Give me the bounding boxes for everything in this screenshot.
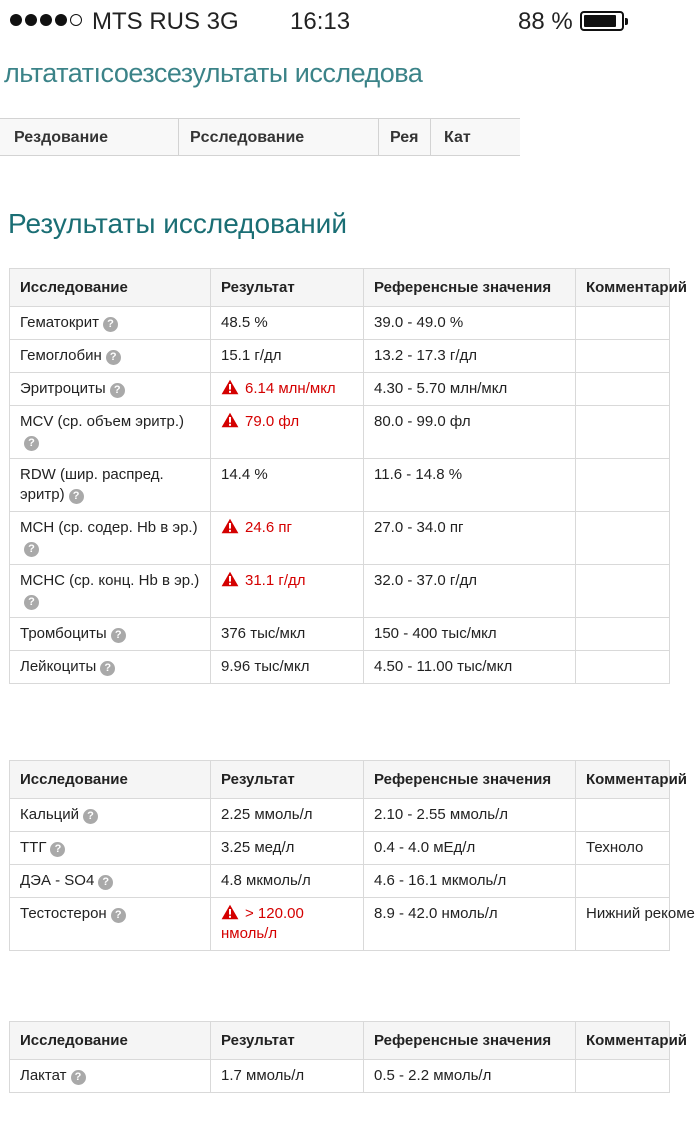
comment-cell <box>576 651 670 684</box>
comment-cell <box>576 898 695 951</box>
table-row <box>10 618 670 651</box>
table-row <box>10 340 670 373</box>
result-cell <box>211 307 364 340</box>
question-circle-icon[interactable]: ? <box>83 809 98 824</box>
reference-value: 4.6 - 16.1 мкмоль/л <box>374 872 507 889</box>
reference-cell <box>364 832 576 865</box>
question-circle-icon[interactable]: ? <box>24 542 39 557</box>
test-name-cell <box>10 651 211 684</box>
table-row <box>10 799 670 832</box>
result-cell <box>211 340 364 373</box>
result-out-of-range <box>221 572 306 589</box>
result-value: 1.7 ммоль/л <box>221 1067 305 1084</box>
comment-cell <box>576 459 670 512</box>
question-circle-icon[interactable]: ? <box>24 595 39 610</box>
reference-cell <box>364 459 576 512</box>
table-row <box>10 898 670 951</box>
status-bar <box>0 0 640 40</box>
header-comment: Комментарий <box>576 1022 670 1060</box>
reference-value: 80.0 - 99.0 фл <box>374 413 471 430</box>
result-cell <box>211 565 364 618</box>
result-value: 24.6 пг <box>245 519 292 536</box>
comment-cell <box>576 865 670 898</box>
comment-cell <box>576 799 670 832</box>
header-result: Результат <box>211 1022 364 1060</box>
reference-value: 27.0 - 34.0 пг <box>374 519 464 536</box>
comment-cell <box>576 406 670 459</box>
result-cell <box>211 865 364 898</box>
header-test: Исследование <box>10 761 211 799</box>
reference-value: 0.4 - 4.0 мЕд/л <box>374 839 476 856</box>
test-name-cell <box>10 832 211 865</box>
comment-cell <box>576 373 670 406</box>
results-table <box>9 268 688 684</box>
test-name-cell <box>10 865 211 898</box>
header-reference: Референсные значения <box>364 269 576 307</box>
reference-cell <box>364 618 576 651</box>
reference-cell <box>364 406 576 459</box>
result-cell <box>211 799 364 832</box>
header-comment: Комментарий <box>576 269 670 307</box>
question-circle-icon[interactable]: ? <box>71 1070 86 1085</box>
header-comment: Комментарий <box>576 761 670 799</box>
comment-cell <box>576 307 670 340</box>
question-circle-icon[interactable]: ? <box>100 661 115 676</box>
result-value: 14.4 % <box>221 466 268 483</box>
reference-value: 32.0 - 37.0 г/дл <box>374 572 478 589</box>
results-table <box>9 760 695 951</box>
reference-cell <box>364 565 576 618</box>
warning-triangle-icon <box>221 379 239 395</box>
test-name: MCH (ср. содер. Hb в эр.) <box>20 519 198 536</box>
result-value: 9.96 тыс/мкл <box>221 658 310 675</box>
question-circle-icon[interactable]: ? <box>106 350 121 365</box>
table-row <box>10 1060 670 1093</box>
ghost-table-header <box>0 118 520 156</box>
table-row <box>10 832 670 865</box>
warning-triangle-icon <box>221 904 239 920</box>
test-name: ТТГ <box>20 839 47 856</box>
test-name-cell <box>10 373 211 406</box>
header-result: Результат <box>211 269 364 307</box>
test-name: MCHC (ср. конц. Hb в эр.) <box>20 572 200 589</box>
table-row <box>10 865 670 898</box>
comment-cell <box>576 1060 670 1093</box>
warning-triangle-icon <box>221 412 239 428</box>
result-value: 31.1 г/дл <box>245 572 306 589</box>
result-value: 2.25 ммоль/л <box>221 806 313 823</box>
test-name: Тестостерон <box>20 905 107 922</box>
reference-value: 4.30 - 5.70 млн/мкл <box>374 380 508 397</box>
comment-cell <box>576 565 670 618</box>
table-row <box>10 651 670 684</box>
comment-value: Техноло <box>586 839 644 856</box>
header-reference: Референсные значения <box>364 1022 576 1060</box>
result-cell <box>211 1060 364 1093</box>
result-cell <box>211 832 364 865</box>
result-out-of-range <box>221 413 299 430</box>
comment-cell <box>576 832 670 865</box>
test-name: Лейкоциты <box>20 658 97 675</box>
result-value: 79.0 фл <box>245 413 300 430</box>
test-name: Гемоглобин <box>20 347 102 364</box>
reference-value: 150 - 400 тыс/мкл <box>374 625 497 642</box>
test-name: MCV (ср. объем эритр.) <box>20 413 185 430</box>
result-out-of-range <box>221 380 336 397</box>
table-header-row <box>10 761 670 799</box>
table-row <box>10 307 670 340</box>
header-test: Исследование <box>10 1022 211 1060</box>
results-table <box>9 1021 688 1093</box>
question-circle-icon[interactable]: ? <box>111 908 126 923</box>
question-circle-icon[interactable]: ? <box>110 383 125 398</box>
reference-cell <box>364 799 576 832</box>
ghost-col-3: Рея <box>390 129 419 146</box>
reference-cell <box>364 340 576 373</box>
question-circle-icon[interactable]: ? <box>69 489 84 504</box>
result-cell <box>211 459 364 512</box>
table-row <box>10 373 670 406</box>
test-name-cell <box>10 618 211 651</box>
result-cell <box>211 651 364 684</box>
table-row <box>10 406 670 459</box>
test-name: ДЭА - SO4 <box>20 872 95 889</box>
header-test: Исследование <box>10 269 211 307</box>
reference-cell <box>364 651 576 684</box>
table-header-row <box>10 1022 670 1060</box>
reference-value: 0.5 - 2.2 ммоль/л <box>374 1067 492 1084</box>
result-cell <box>211 512 364 565</box>
ghost-col-2: Рсследование <box>190 129 305 146</box>
reference-value: 13.2 - 17.3 г/дл <box>374 347 478 364</box>
signal-strength-icon <box>10 14 82 26</box>
warning-triangle-icon <box>221 571 239 587</box>
header-reference: Референсные значения <box>364 761 576 799</box>
result-cell <box>211 373 364 406</box>
warning-triangle-icon <box>221 518 239 534</box>
reference-value: 11.6 - 14.8 % <box>374 466 463 483</box>
test-name: Эритроциты <box>20 380 106 397</box>
ghost-title: льтататıсоезсезультаты исследова <box>4 58 423 88</box>
test-name-cell <box>10 307 211 340</box>
test-name-cell <box>10 898 211 951</box>
reference-value: 4.50 - 11.00 тыс/мкл <box>374 658 513 675</box>
test-name-cell <box>10 799 211 832</box>
test-name: RDW (шир. распред. эритр) <box>20 466 164 503</box>
reference-cell <box>364 307 576 340</box>
page-title: Результаты исследований <box>8 208 347 239</box>
result-out-of-range <box>221 519 292 536</box>
test-name: Лактат <box>20 1067 67 1084</box>
comment-cell <box>576 512 670 565</box>
reference-cell <box>364 898 576 951</box>
table-row <box>10 512 670 565</box>
comment-cell <box>576 340 670 373</box>
test-name-cell <box>10 406 211 459</box>
test-name-cell <box>10 459 211 512</box>
comment-value: Нижний рекоме <box>586 905 695 922</box>
reference-cell <box>364 512 576 565</box>
test-name-cell <box>10 1060 211 1093</box>
result-value: 3.25 мед/л <box>221 839 295 856</box>
result-cell <box>211 898 364 951</box>
result-value: > 120.00 нмоль/л <box>221 905 304 942</box>
reference-cell <box>364 1060 576 1093</box>
result-value: 48.5 % <box>221 314 268 331</box>
table-row <box>10 565 670 618</box>
reference-cell <box>364 373 576 406</box>
test-name: Кальций <box>20 806 79 823</box>
reference-value: 39.0 - 49.0 % <box>374 314 464 331</box>
question-circle-icon[interactable]: ? <box>24 436 39 451</box>
result-out-of-range <box>221 905 304 942</box>
result-cell <box>211 618 364 651</box>
battery-percent: 88 % <box>518 8 573 35</box>
transition-ghost-header <box>0 38 640 170</box>
result-value: 376 тыс/мкл <box>221 625 306 642</box>
header-result: Результат <box>211 761 364 799</box>
result-cell <box>211 406 364 459</box>
comment-cell <box>576 618 670 651</box>
question-circle-icon[interactable]: ? <box>98 875 113 890</box>
result-value: 15.1 г/дл <box>221 347 282 364</box>
table-header-row <box>10 269 670 307</box>
test-name-cell <box>10 565 211 618</box>
ghost-col-1: Рездование <box>14 129 108 146</box>
reference-value: 2.10 - 2.55 ммоль/л <box>374 806 509 823</box>
test-name-cell <box>10 512 211 565</box>
question-circle-icon[interactable]: ? <box>50 842 65 857</box>
result-value: 4.8 мкмоль/л <box>221 872 311 889</box>
reference-value: 8.9 - 42.0 нмоль/л <box>374 905 498 922</box>
ghost-col-4: Кат <box>444 129 471 146</box>
carrier-label: MTS RUS 3G <box>92 8 239 35</box>
test-name: Гематокрит <box>20 314 99 331</box>
clock: 16:13 <box>290 8 351 35</box>
battery-icon <box>580 11 624 31</box>
reference-cell <box>364 865 576 898</box>
test-name: Тромбоциты <box>20 625 107 642</box>
question-circle-icon[interactable]: ? <box>111 628 126 643</box>
test-name-cell <box>10 340 211 373</box>
table-row <box>10 459 670 512</box>
result-value: 6.14 млн/мкл <box>245 380 336 397</box>
question-circle-icon[interactable]: ? <box>103 317 118 332</box>
